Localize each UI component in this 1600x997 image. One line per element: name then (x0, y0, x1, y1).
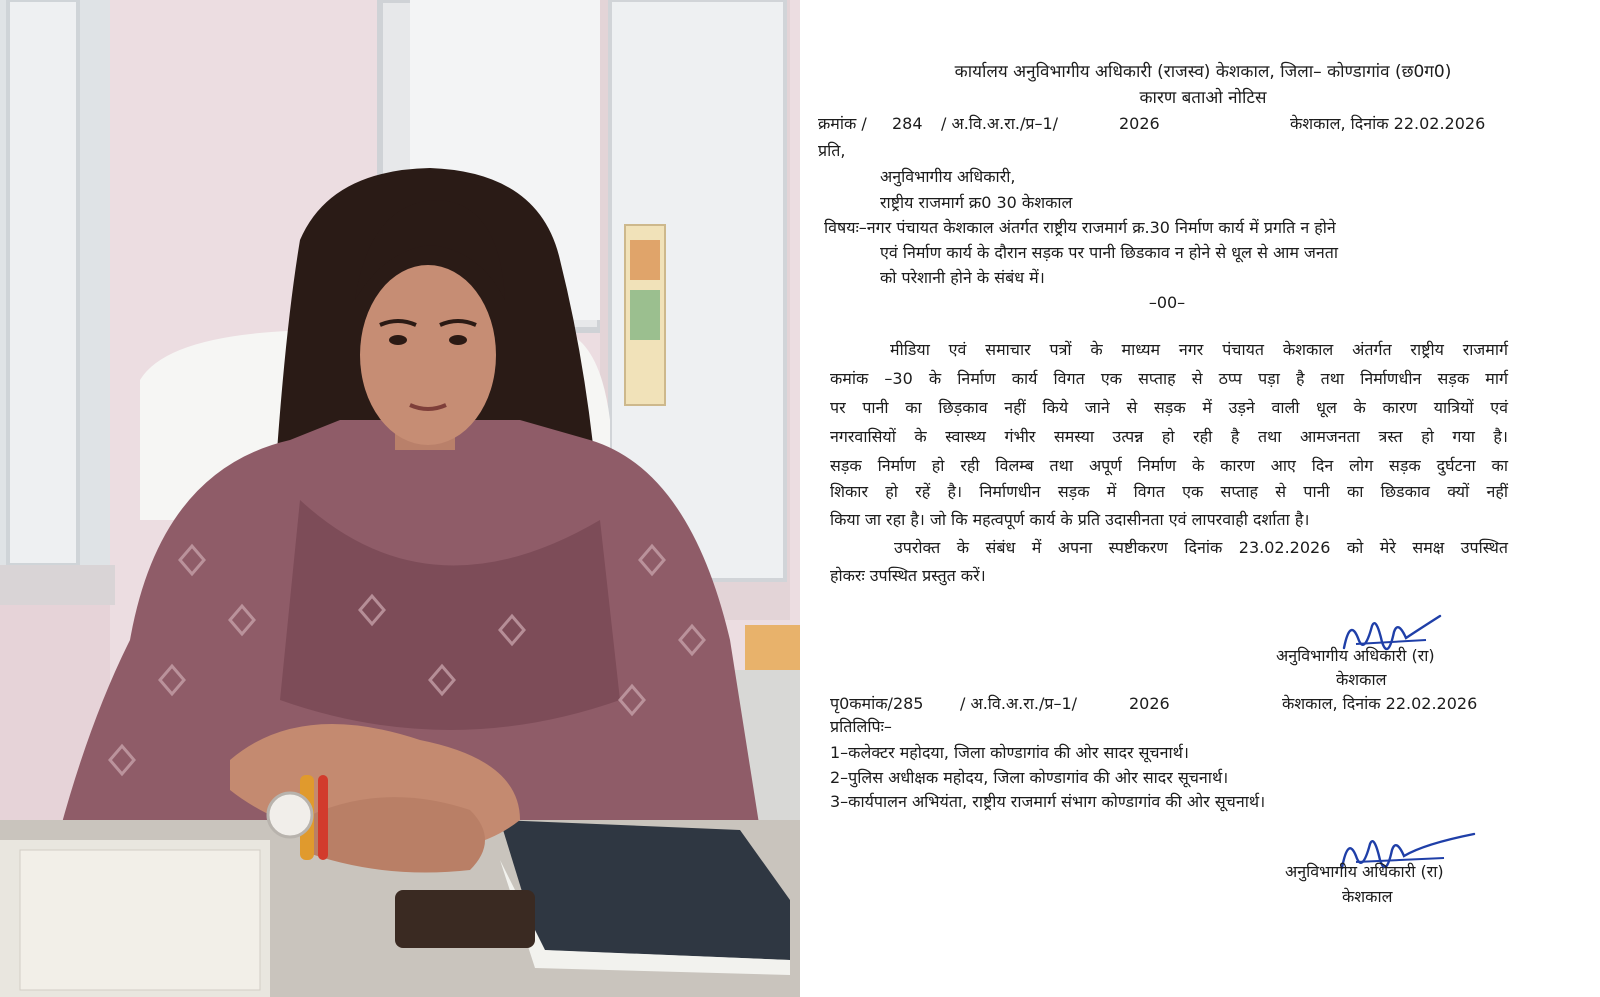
ref-year: 2026 (1119, 114, 1160, 133)
ref-place-date: केशकाल, दिनांक 22.02.2026 (1290, 114, 1486, 133)
body-line-3: पर पानी का छिड़काव नहीं किये जाने से सड़क में उड़ने वाली धूल के कारण यात्रियों एवं (830, 398, 1508, 417)
body-line-5: सड़क निर्माण हो रही विलम्ब तथा अपूर्ण निर्माण के कारण आए दिन लोग सड़क दुर्घटना का (830, 456, 1508, 475)
recipient-line-1: अनुविभागीय अधिकारी, (880, 167, 1016, 186)
signature-1-designation: अनुविभागीय अधिकारी (रा) (1276, 646, 1435, 665)
ref-code: / अ.वि.अ.रा./प्र–1/ (941, 114, 1059, 133)
copy-ref-prefix: पृ0कमांक/285 (830, 694, 924, 713)
show-cause-notice (806, 0, 1600, 997)
body-line-8: उपरोक्त के संबंध में अपना स्पष्टीकरण दिनांक 23.02.2026 को मेरे समक्ष उपस्थित (894, 538, 1508, 557)
copy-item-3: 3–कार्यपालन अभियंता, राष्ट्रीय राजमार्ग संभाग कोण्डागांव की ओर सूचनार्थ। (830, 792, 1266, 811)
recipient-line-2: राष्ट्रीय राजमार्ग क्र0 30 केशकाल (880, 193, 1073, 212)
signature-2-designation: अनुविभागीय अधिकारी (रा) (1285, 862, 1444, 881)
copy-ref-year: 2026 (1129, 694, 1170, 713)
subject-line-3: को परेशानी होने के संबंध में। (880, 268, 1045, 287)
copy-ref-place-date: केशकाल, दिनांक 22.02.2026 (1282, 694, 1478, 713)
body-line-2: कमांक –30 के निर्माण कार्य विगत एक सप्ताह से ठप्प पड़ा है तथा निर्माणधीन सड़क मार्ग (830, 369, 1508, 388)
signature-2-place: केशकाल (1342, 887, 1393, 906)
separator: –00– (1148, 293, 1186, 312)
body-line-7: किया जा रहा है। जो कि महत्वपूर्ण कार्य के प्रति उदासीनता एवं लापरवाही दर्शाता है। (830, 510, 1310, 529)
copy-item-1: 1–कलेक्टर महोदया, जिला कोण्डागांव की ओर सादर सूचनार्थ। (830, 743, 1189, 762)
body-line-9: होकरः उपस्थित प्रस्तुत करें। (830, 566, 986, 585)
body-line-6: शिकार हो रहें है। निर्माणधीन सड़क में विगत एक सप्ताह से पानी का छिडकाव क्यों नहीं (830, 482, 1508, 501)
copy-ref-code: / अ.वि.अ.रा./प्र–1/ (960, 694, 1078, 713)
notice-title: कारण बताओ नोटिस (1139, 88, 1267, 108)
copy-label: प्रतिलिपिः– (830, 717, 892, 736)
to-label: प्रति, (818, 141, 846, 160)
signature-1-place: केशकाल (1336, 670, 1387, 689)
ref-prefix: क्रमांक / (818, 114, 867, 133)
body-line-4: नगरवासियों के स्वास्थ्य गंभीर समस्या उत्पन्न हो रही है तथा आमजनता त्रस्त हो गया है। (830, 427, 1508, 446)
office-header: कार्यालय अनुविभागीय अधिकारी (राजस्व) केशकाल, जिला– कोण्डागांव (छ0ग0) (954, 62, 1452, 82)
copy-item-2: 2–पुलिस अधीक्षक महोदय, जिला कोण्डागांव की ओर सादर सूचनार्थ। (830, 768, 1229, 787)
ref-number: 284 (892, 114, 923, 133)
subject-line-2: एवं निर्माण कार्य के दौरान सड़क पर पानी छिडकाव न होने से धूल से आम जनता (880, 243, 1339, 262)
body-line-1: मीडिया एवं समाचार पत्रों के माध्यम नगर पंचायत केशकाल अंतर्गत राष्ट्रीय राजमार्ग (890, 340, 1508, 359)
subject-line-1: विषयः–नगर पंचायत केशकाल अंतर्गत राष्ट्रीय राजमार्ग क्र.30 निर्माण कार्य में प्रगति न होने (824, 218, 1336, 237)
